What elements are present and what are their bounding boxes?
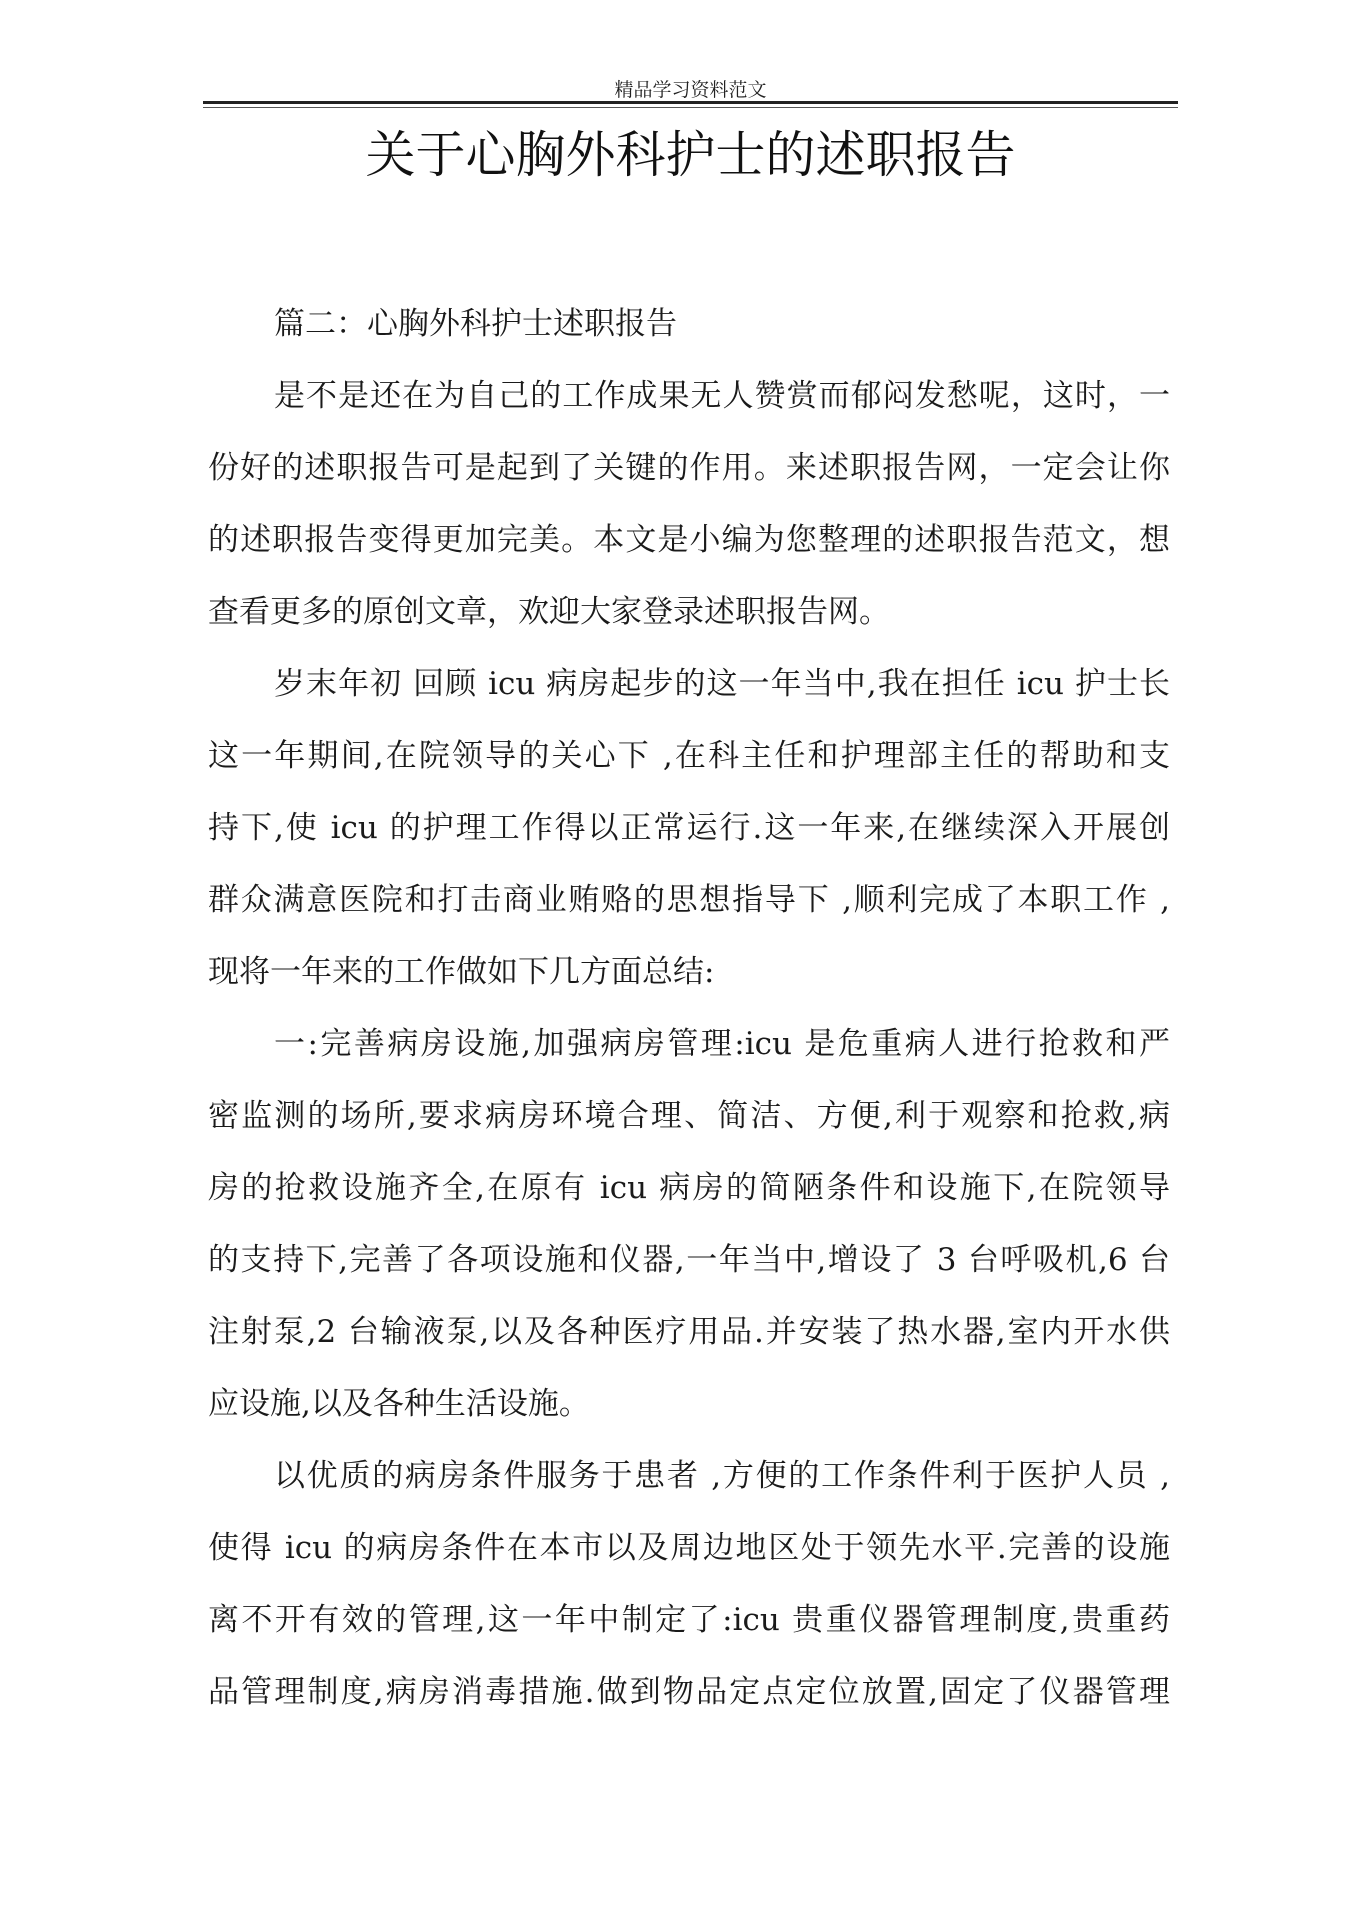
document-title: 关于心胸外科护士的述职报告 bbox=[365, 126, 1016, 184]
text-line: 一:完善病房设施,加强病房管理:icu 是危重病人进行抢救和严 bbox=[274, 1026, 1170, 1062]
text-line: 是不是还在为自己的工作成果无人赞赏而郁闷发愁呢，这时，一 bbox=[274, 378, 1170, 414]
text-line: 以优质的病房条件服务于患者 ,方便的工作条件利于医护人员 , bbox=[274, 1458, 1170, 1494]
text-line: 应设施,以及各种生活设施。 bbox=[208, 1386, 590, 1422]
text-line: 使得 icu 的病房条件在本市以及周边地区处于领先水平.完善的设施 bbox=[208, 1530, 1170, 1566]
text-line: 群众满意医院和打击商业贿赂的思想指导下 ,顺利完成了本职工作 , bbox=[208, 882, 1170, 918]
text-line: 的支持下,完善了各项设施和仪器,一年当中,增设了 3 台呼吸机,6 台 bbox=[208, 1242, 1170, 1278]
page-header: 精品学习资料范文 bbox=[614, 79, 767, 101]
text-line: 持下,使 icu 的护理工作得以正常运行.这一年来,在继续深入开展创 bbox=[208, 810, 1170, 846]
text-line: 注射泵,2 台输液泵,以及各种医疗用品.并安装了热水器,室内开水供 bbox=[208, 1314, 1170, 1350]
header-rule-secondary bbox=[203, 107, 1178, 108]
text-line: 这一年期间,在院领导的关心下 ,在科主任和护理部主任的帮助和支 bbox=[208, 738, 1170, 774]
text-line: 份好的述职报告可是起到了关键的作用。来述职报告网，一定会让你 bbox=[208, 450, 1170, 486]
text-line: 房的抢救设施齐全,在原有 icu 病房的简陋条件和设施下,在院领导 bbox=[208, 1170, 1170, 1206]
text-line: 现将一年来的工作做如下几方面总结: bbox=[208, 954, 715, 990]
text-line: 密监测的场所,要求病房环境合理、简洁、方便,利于观察和抢救,病 bbox=[208, 1098, 1170, 1134]
text-line: 品管理制度,病房消毒措施.做到物品定点定位放置,固定了仪器管理 bbox=[208, 1674, 1170, 1710]
text-line: 查看更多的原创文章，欢迎大家登录述职报告网。 bbox=[208, 594, 890, 630]
document-body bbox=[208, 288, 1170, 1728]
text-line: 篇二：心胸外科护士述职报告 bbox=[274, 306, 677, 342]
text-line: 岁末年初 回顾 icu 病房起步的这一年当中,我在担任 icu 护士长 bbox=[274, 666, 1170, 702]
text-line: 离不开有效的管理,这一年中制定了:icu 贵重仪器管理制度,贵重药 bbox=[208, 1602, 1170, 1638]
header-rule bbox=[203, 101, 1178, 104]
text-line: 的述职报告变得更加完美。本文是小编为您整理的述职报告范文，想 bbox=[208, 522, 1170, 558]
